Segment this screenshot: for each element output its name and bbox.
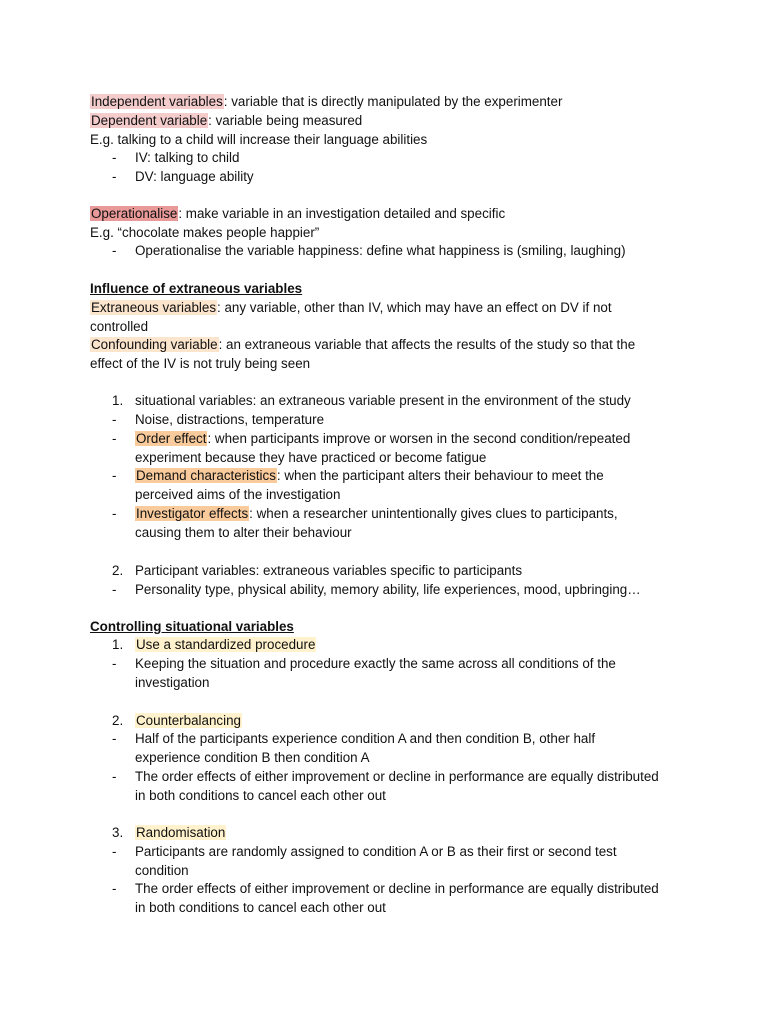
confounding-definition-cont: effect of the IV is not truly being seen: [90, 356, 311, 371]
document-page: Independent variables: variable that is directly manipulated by the experimenter Dependent variable: variable being measured E.g. talking to a child will increase their language abilities - IV: talking to child - DV: language ability Operationalise: make variable in an investigation detailed and specific E.g. “chocolate makes people happier” - Operationalise the variable happiness: define what happiness is (smiling, laughing) Influence of extraneous variables Extraneous variables: any variable, other than IV, which may have an effect on DV if not controlled Confounding variable: an extraneous variable that affects the results of the study so that the effect of the IV is not truly being seen 1. situational variables: an extraneous variable present in the environment of the study - Noise, distractions, temperature - Order effect: when participants improve or worsen in the second condition/repeated experiment because they have practiced or become fatigue - Demand characteristics: when the participant alters their behaviour to meet the perceived aims of the investigation - Investigator effects: when a researcher unintentionally gives clues to participants, causing them to alter their behaviour 2. Participant variables: extraneous variables specific to participants - Personality type, physical ability, memory ability, life experiences, mood, upbringing… Controlling situational variables 1. Use a standardized procedure - Keeping the situation and procedure exactly the same across all conditions of the investigation 2. Counterbalancing - Half of the participants experience condition A and then condition B, other half experience condition B then condition A - The order effects of either improvement or decline in performance are equally distributed in both conditions to cancel each other out 3. Randomisation - Participants are randomly assigned to condition A or B as their first or second test condition - The order effects of either improvement or decline in performance are equally distributed in both conditions to cancel each other out: [90, 94, 659, 915]
bullet-dash: -: [112, 844, 117, 859]
bullet-dash: -: [112, 881, 117, 896]
bullet-dash: -: [112, 506, 117, 521]
section-heading-extraneous: Influence of extraneous variables: [90, 281, 303, 296]
extraneous-definition-cont: controlled: [90, 319, 149, 334]
dv-term: Dependent variable: [91, 113, 208, 128]
list-item-cont: perceived aims of the investigation: [135, 487, 341, 502]
iv-dv-example: E.g. talking to a child will increase their language abilities: [90, 132, 428, 147]
iv-term: Independent variables: [91, 94, 223, 109]
iv-definition: : variable that is directly manipulated by the experimenter: [223, 94, 563, 109]
operationalise-term: Operationalise: [91, 206, 178, 221]
standardized-procedure-term: Use a standardized procedure: [136, 637, 316, 652]
demand-characteristics-term: Demand characteristics: [136, 468, 276, 483]
investigator-effects-term: Investigator effects: [136, 506, 249, 521]
counterbalancing-term: Counterbalancing: [136, 713, 241, 728]
extraneous-term: Extraneous variables: [91, 300, 217, 315]
operationalise-definition: : make variable in an investigation detailed and specific: [178, 206, 506, 221]
dv-definition-line: [90, 111, 362, 130]
bullet-dash: -: [112, 150, 117, 165]
dv-definition: : variable being measured: [208, 113, 363, 128]
confounding-definition-line: Confounding variable: an extraneous variable that affects the results of the study so that the: [91, 337, 636, 352]
randomisation-term: Randomisation: [136, 825, 226, 840]
list-item-cont: investigation: [135, 675, 210, 690]
bullet-dash: -: [112, 169, 117, 184]
iv-definition-line: [90, 92, 562, 111]
bullet-dash: -: [112, 431, 117, 446]
list-item-cont: experiment because they have practiced or become fatigue: [135, 450, 487, 465]
bullet-dash: -: [112, 582, 117, 597]
operationalise-example: E.g. “chocolate makes people happier”: [90, 225, 320, 240]
list-item-cont: condition: [135, 863, 189, 878]
bullet-dash: -: [112, 468, 117, 483]
confounding-term: Confounding variable: [91, 337, 218, 352]
bullet-dash: -: [112, 656, 117, 671]
list-item-cont: experience condition B then condition A: [135, 750, 370, 765]
extraneous-definition-line: Extraneous variables: any variable, other than IV, which may have an effect on DV if not: [91, 300, 612, 315]
list-item-cont: in both conditions to cancel each other out: [135, 900, 386, 915]
list-item-cont: in both conditions to cancel each other out: [135, 788, 386, 803]
order-effect-term: Order effect: [136, 431, 207, 446]
bullet-dash: -: [112, 731, 117, 746]
bullet-dash: -: [112, 243, 117, 258]
operationalise-definition-line: [90, 204, 505, 223]
list-item-cont: causing them to alter their behaviour: [135, 525, 352, 540]
section-heading-controlling: Controlling situational variables: [90, 619, 294, 634]
bullet-dash: -: [112, 412, 117, 427]
bullet-dash: -: [112, 769, 117, 784]
